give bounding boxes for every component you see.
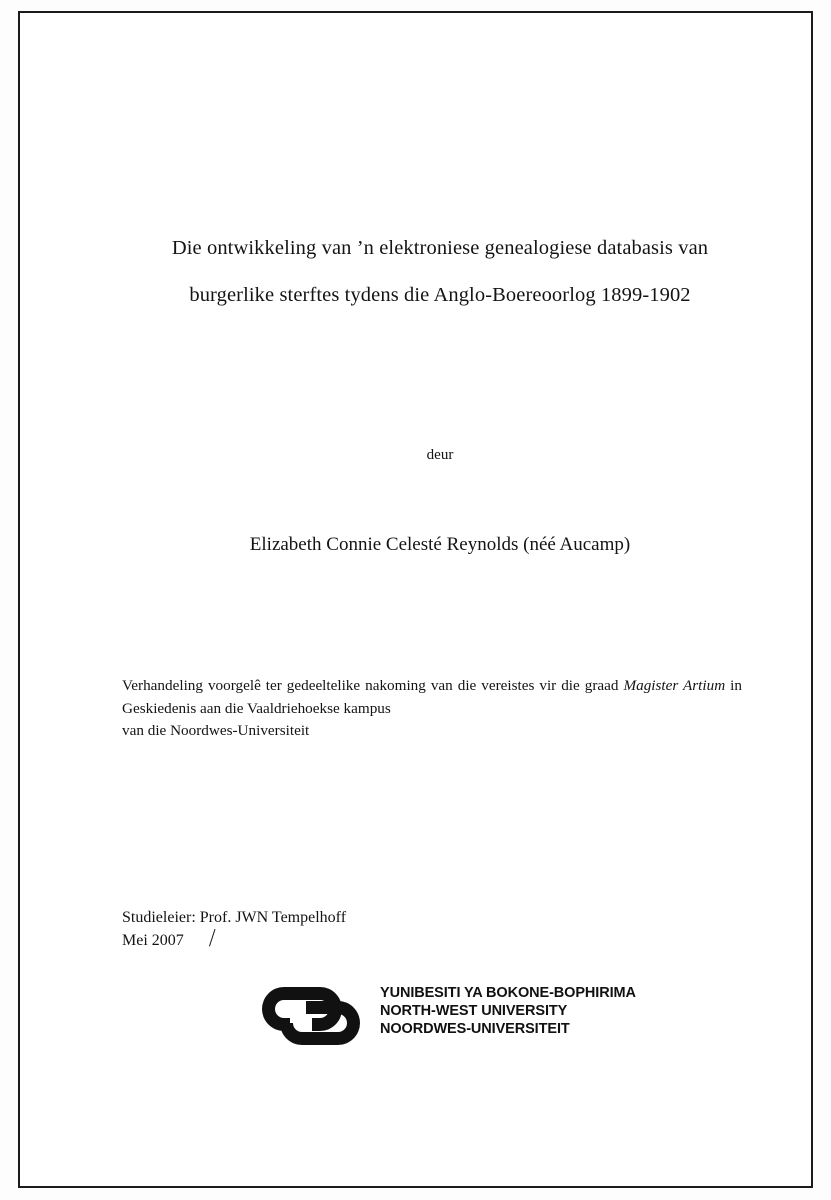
title-page-content	[120, 13, 760, 1186]
date-line	[122, 929, 742, 952]
logo-line-3: NOORDWES-UNIVERSITEIT	[380, 1021, 570, 1037]
supervisor-block	[122, 906, 742, 952]
university-logo	[262, 976, 682, 1056]
page-title	[120, 225, 760, 319]
by-label: deur	[426, 447, 454, 463]
author-name: Elizabeth Connie Celesté Reynolds (néé Aucamp)	[249, 534, 631, 555]
statement-part-3: van die Noordwes-Universiteit	[122, 722, 310, 739]
supervisor-line: Studieleier: Prof. JWN Tempelhoff	[122, 909, 347, 926]
statement-part-1: Verhandeling voorgelê ter gedeeltelike nakoming van die vereistes vir die graad	[122, 677, 624, 694]
title-line-1: Die ontwikkeling van ’n elektroniese genealogiese databasis van	[171, 237, 709, 259]
date-text: Mei 2007	[122, 932, 184, 949]
degree-statement	[122, 675, 742, 743]
title-line-2: burgerlike sterftes tydens die Anglo-Boereoorlog 1899-1902	[189, 284, 691, 306]
logo-line-2: NORTH-WEST UNIVERSITY	[380, 1003, 568, 1019]
degree-name: Magister Artium	[623, 677, 726, 694]
page-border	[18, 11, 813, 1188]
statement-part-2: in Geskiedenis aan die Vaaldriehoekse kampus	[122, 677, 742, 717]
pen-stroke-mark	[199, 926, 216, 947]
logo-line-1: YUNIBESITI YA BOKONE-BOPHIRIMA	[380, 985, 636, 1001]
logo-text-block	[380, 984, 636, 1038]
nwu-logo-mark-icon	[262, 981, 374, 1051]
